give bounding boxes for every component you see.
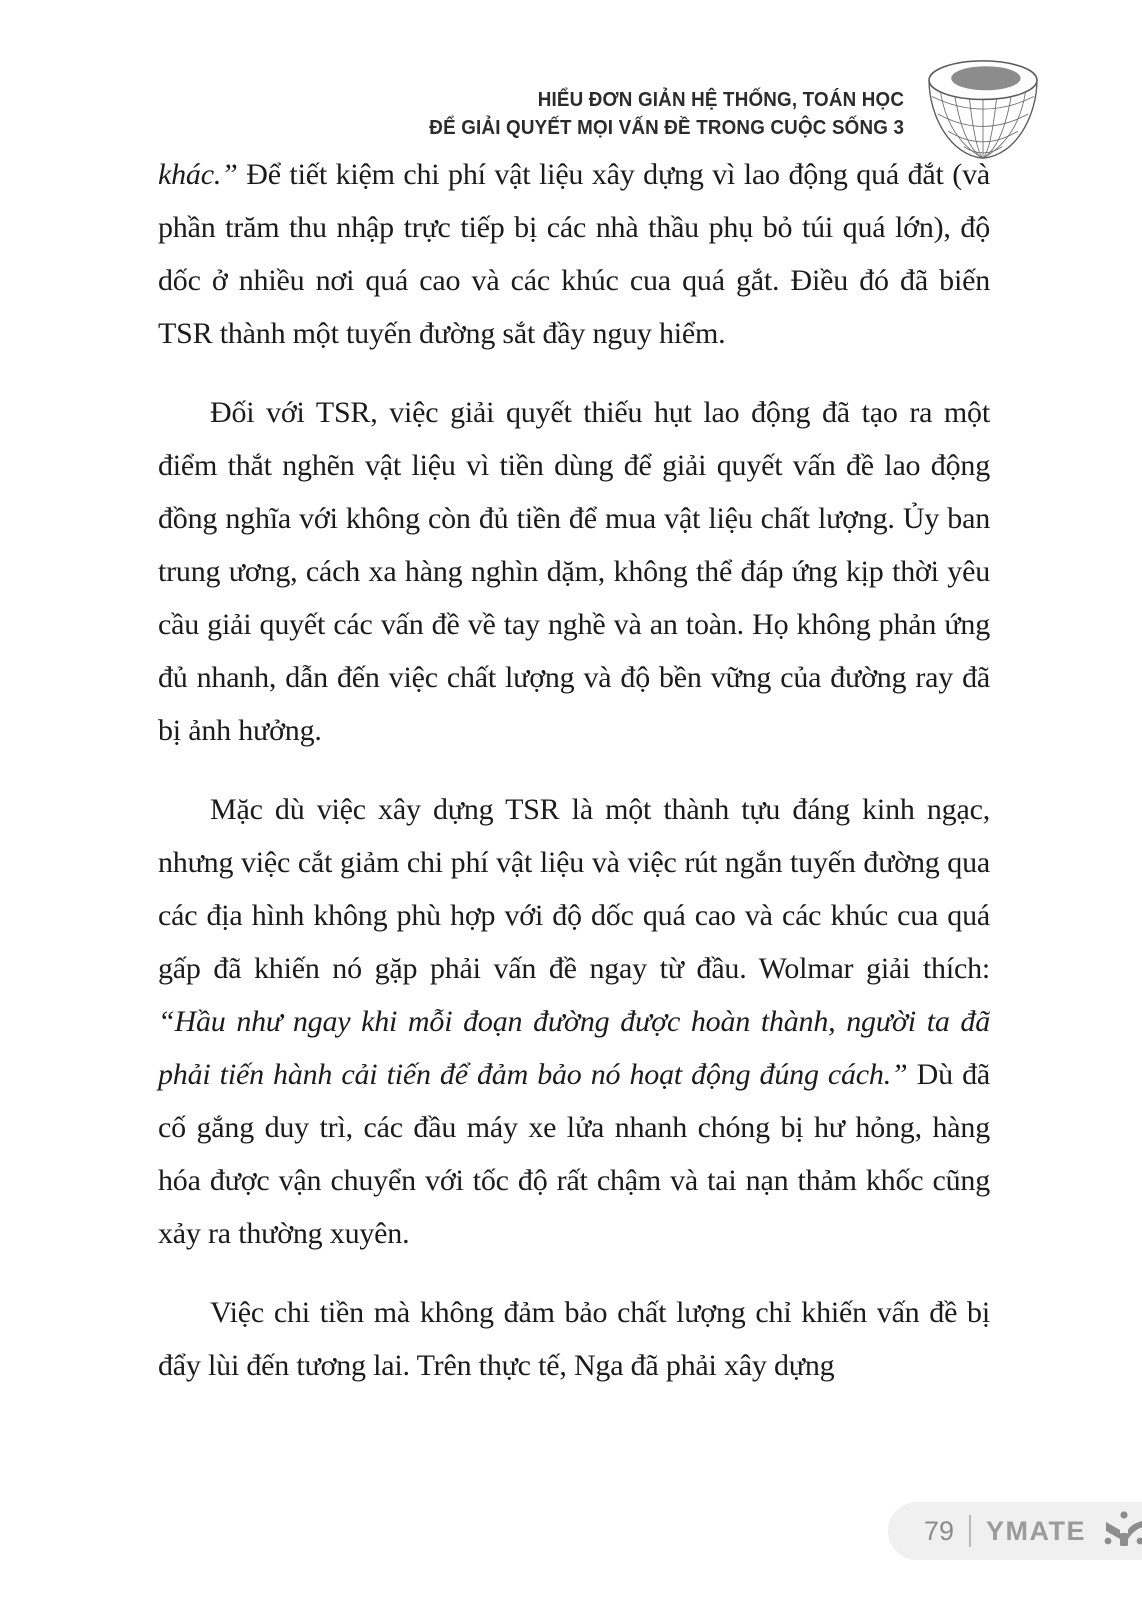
brand-name: YMATE [986,1515,1087,1546]
paragraph-4-text: Việc chi tiền mà không đảm bảo chất lượng chỉ khiến vấn đề bị đẩy lùi đến tương lai. Trên thực tế, Nga đã phải xây dựng [158,1296,990,1382]
paragraph-1-italic-lead: khác.” [158,158,247,191]
paragraph-3-text-a: Mặc dù việc xây dựng TSR là một thành tựu đáng kinh ngạc, nhưng việc cắt giảm chi phí vật liệu và việc rút ngắn tuyến đường qua các địa hình không phù hợp với độ dốc quá cao và các khúc cua quá gấp đã khiến nó gặp phải vấn đề ngay từ đầu. Wolmar giải thích: [158,793,990,985]
paragraph-3-quote: “Hầu như ngay khi mỗi đoạn đường được hoàn thành, người ta đã phải tiến hành cải tiến để đảm bảo nó hoạt động đúng cách.” [158,1005,990,1091]
page-number: 79 [924,1515,955,1546]
footer-separator [969,1515,971,1547]
running-head [429,86,904,142]
paragraph-1 [158,148,990,360]
footer-pill [888,1502,1142,1560]
running-head-line-1: HIỂU ĐƠN GIẢN HỆ THỐNG, TOÁN HỌC [537,88,904,111]
paragraph-2-text: Đối với TSR, việc giải quyết thiếu hụt lao động đã tạo ra một điểm thắt nghẽn vật liệu vì tiền dùng để giải quyết vấn đề lao động đồng nghĩa với không còn đủ tiền để mua vật liệu chất lượng. Ủy ban trung ương, cách xa hàng nghìn dặm, không thể đáp ứng kịp thời yêu cầu giải quyết các vấn đề về tay nghề và an toàn. Họ không phản ứng đủ nhanh, dẫn đến việc chất lượng và độ bền vững của đường ray đã bị ảnh hưởng. [158,396,990,747]
paragraph-4 [158,1286,990,1392]
ymate-logo-icon [1101,1510,1142,1552]
paragraph-3-text-b: Dù đã cố gắng duy trì, các đầu máy xe lửa nhanh chóng bị hư hỏng, hàng hóa được vận chuyển với tốc độ rất chậm và tai nạn thảm khốc cũng xảy ra thường xuyên. [158,1058,990,1250]
paragraph-1-text: Để tiết kiệm chi phí vật liệu xây dựng vì lao động quá đắt (và phần trăm thu nhập trực tiếp bị các nhà thầu phụ bỏ túi quá lớn), độ dốc ở nhiều nơi quá cao và các khúc cua quá gắt. Điều đó đã biến TSR thành một tuyến đường sắt đầy nguy hiểm. [158,158,990,350]
paragraph-2 [158,386,990,757]
paragraph-3 [158,783,990,1260]
page-body [158,148,990,1418]
running-head-line-2: ĐỂ GIẢI QUYẾT MỌI VẤN ĐỀ TRONG CUỘC SỐNG 3 [429,116,904,139]
